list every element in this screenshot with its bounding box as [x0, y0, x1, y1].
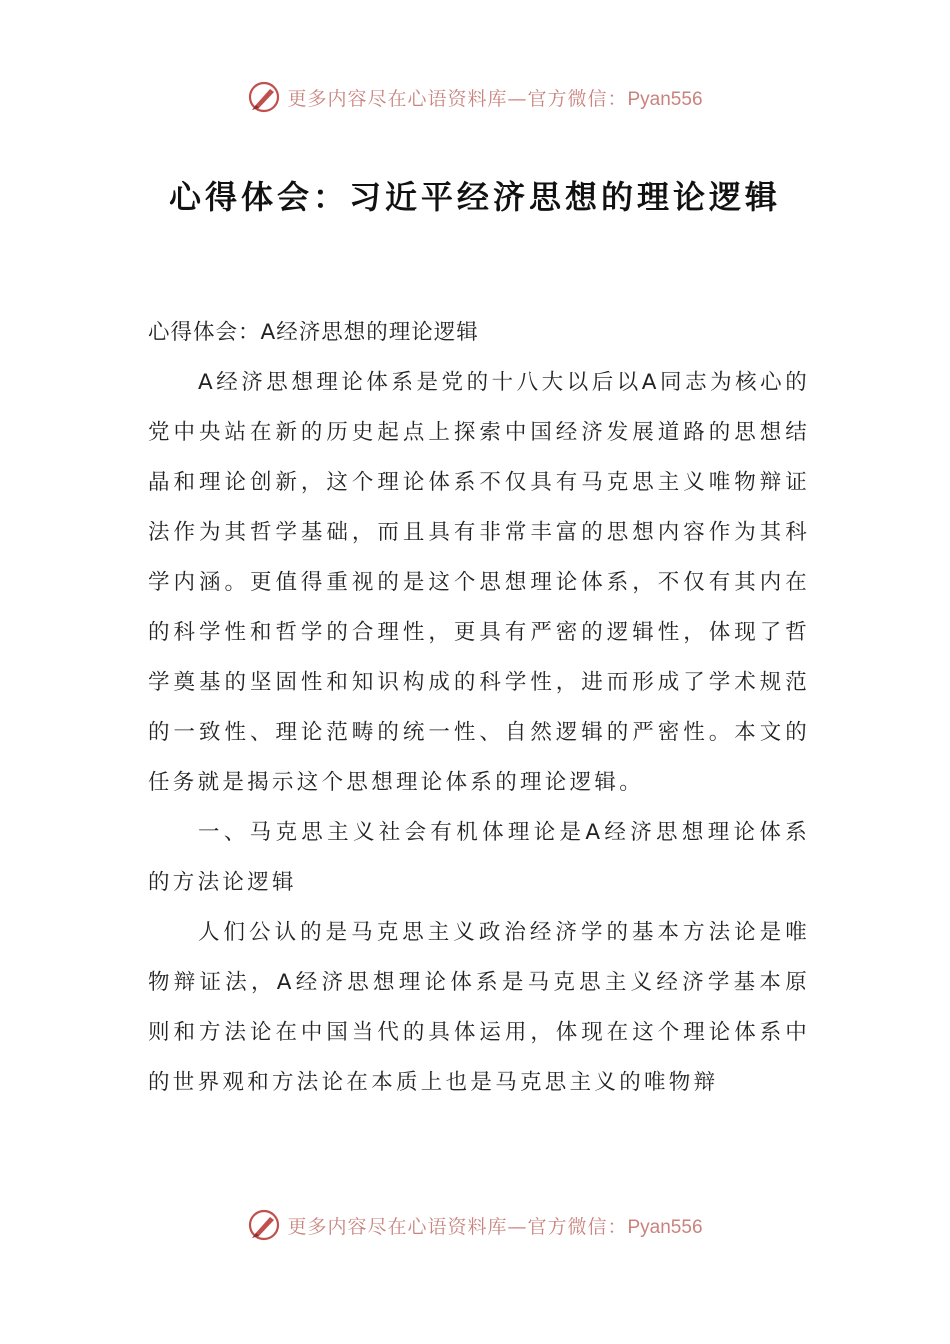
article-body — [148, 308, 810, 1108]
page-title: 心得体会：习近平经济思想的理论逻辑 — [168, 178, 781, 216]
watermark-text: 更多内容尽在心语资料库—官方微信：Pyan556 — [287, 87, 703, 110]
footer-watermark — [0, 1208, 950, 1242]
paragraph-intro: A经济思想理论体系是党的十八大以后以A同志为核心的党中央站在新的历史起点上探索中国经济发展道路的思想结晶和理论创新，这个理论体系不仅具有马克思主义唯物辩证法作为其哲学基础，而且具有非常丰富的思想内容作为其科学内涵。更值得重视的是这个思想理论体系，不仅有其内在的科学性和哲学的合理性，更具有严密的逻辑性，体现了哲学奠基的坚固性和知识构成的科学性，进而形成了学术规范的一致性、理论范畴的统一性、自然逻辑的严密性。本文的任务就是揭示这个思想理论体系的理论逻辑。 — [148, 370, 810, 795]
watermark-text: 更多内容尽在心语资料库—官方微信：Pyan556 — [287, 1215, 703, 1238]
header-watermark — [0, 80, 950, 114]
section-heading-1: 一、马克思主义社会有机体理论是A经济思想理论体系的方法论逻辑 — [148, 820, 810, 895]
pen-logo-icon — [247, 80, 281, 114]
paragraph-section-1: 人们公认的是马克思主义政治经济学的基本方法论是唯物辩证法，A经济思想理论体系是马克思主义经济学基本原则和方法论在中国当代的具体运用，体现在这个理论体系中的世界观和方法论在本质上也是马克思主义的唯物辩 — [148, 920, 810, 1095]
article-subtitle: 心得体会：A经济思想的理论逻辑 — [148, 320, 479, 345]
wechat-id: Pyan556 — [627, 88, 703, 110]
wechat-id: Pyan556 — [627, 1216, 703, 1238]
pen-logo-icon — [247, 1208, 281, 1242]
